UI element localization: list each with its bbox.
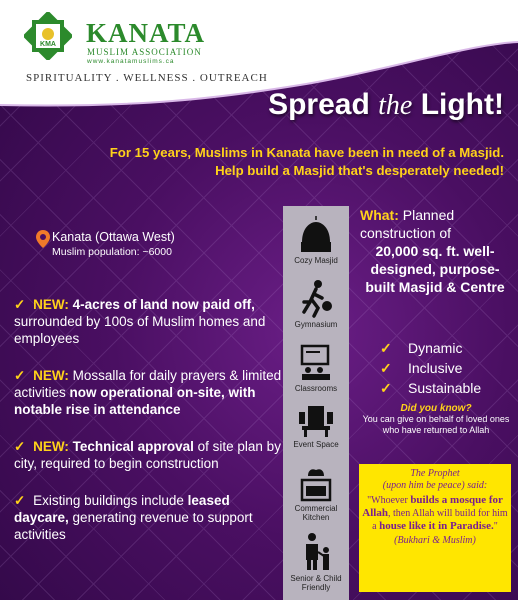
headline-part1: Spread (268, 88, 379, 121)
check-icon: ✓ (14, 439, 26, 454)
did-you-know-title: Did you know? (400, 403, 472, 414)
check-item-2: ✓ Inclusive (380, 360, 463, 376)
intro-text (34, 144, 504, 180)
family-icon (298, 532, 334, 572)
check-icon: ✓ (380, 340, 392, 356)
headline (268, 88, 504, 122)
check-item-3: ✓ Sustainable (380, 380, 482, 396)
check-icon: ✓ (380, 360, 392, 376)
location-name: Kanata (Ottawa West) (52, 230, 175, 244)
intro-line-1: For 15 years, Muslims in Kanata have been in need of a Masjid. (109, 145, 504, 160)
quote-text: "Whoever builds a mosque for Allah, then Allah will build for him a house like it in Paradise." (362, 494, 508, 532)
bullet-list (14, 296, 282, 563)
headline-part3: Light! (412, 88, 504, 121)
did-you-know-text: You can give on behalf of loved ones who have returned to Allah (362, 414, 510, 435)
logo-text: KMA (40, 41, 56, 48)
check-icon: ✓ (14, 297, 26, 312)
feature-event-space: Event Space (283, 400, 349, 449)
feature-kitchen: Commercial Kitchen (283, 466, 349, 522)
runner-icon (298, 278, 334, 318)
feature-checks (380, 338, 481, 398)
mosque-icon (298, 214, 334, 254)
what-text: Planned construction of (360, 207, 455, 241)
kitchen-icon (298, 466, 334, 502)
feature-senior-child: Senior & Child Friendly (283, 532, 349, 592)
org-subtitle: MUSLIM ASSOCIATION (87, 47, 202, 57)
what-bold: 20,000 sq. ft. well-designed, purpose-built Masjid & Centre (365, 243, 505, 295)
hadith-quote-box (359, 464, 511, 592)
check-icon: ✓ (14, 368, 26, 383)
kma-logo-icon (24, 12, 72, 60)
feature-gym: Gymnasium (283, 278, 349, 329)
location-population: Muslim population: ~6000 (52, 246, 172, 258)
bullet-2: ✓ NEW: Mossalla for daily prayers & limited activities now operational on-site, with notable rise in attendance (14, 368, 282, 417)
what-heading: What: (360, 207, 399, 223)
table-icon (298, 400, 334, 438)
org-name: KANATA (86, 18, 205, 48)
did-you-know (362, 403, 510, 436)
feature-classrooms: Classrooms (283, 344, 349, 393)
intro-line-2: Help build a Masjid that's desperately needed! (215, 163, 504, 178)
tagline: SPIRITUALITY . WELLNESS . OUTREACH (26, 72, 268, 84)
location-block (52, 230, 175, 258)
classroom-icon (298, 344, 334, 382)
feature-masjid: Cozy Masjid (283, 214, 349, 265)
org-url: www.kanatamuslims.ca (87, 58, 175, 65)
check-icon: ✓ (380, 380, 392, 396)
bullet-3: ✓ NEW: Technical approval of site plan by city, required to begin construction (14, 439, 281, 471)
what-block (360, 206, 510, 296)
quote-attribution-2: (upon him be peace) said: (382, 480, 488, 491)
feature-column (283, 206, 349, 600)
check-icon: ✓ (14, 493, 26, 508)
headline-part2: the (378, 90, 413, 121)
quote-attribution-1: The Prophet (410, 468, 460, 479)
bullet-4: ✓ Existing buildings include leased daycare, generating revenue to support activities (14, 493, 253, 542)
quote-source: (Bukhari & Muslim) (394, 535, 476, 546)
location-pin-icon (36, 230, 50, 248)
bullet-1: ✓ NEW: 4-acres of land now paid off, surrounded by 100s of Muslim homes and employees (14, 297, 266, 346)
check-item-1: ✓ Dynamic (380, 340, 463, 356)
